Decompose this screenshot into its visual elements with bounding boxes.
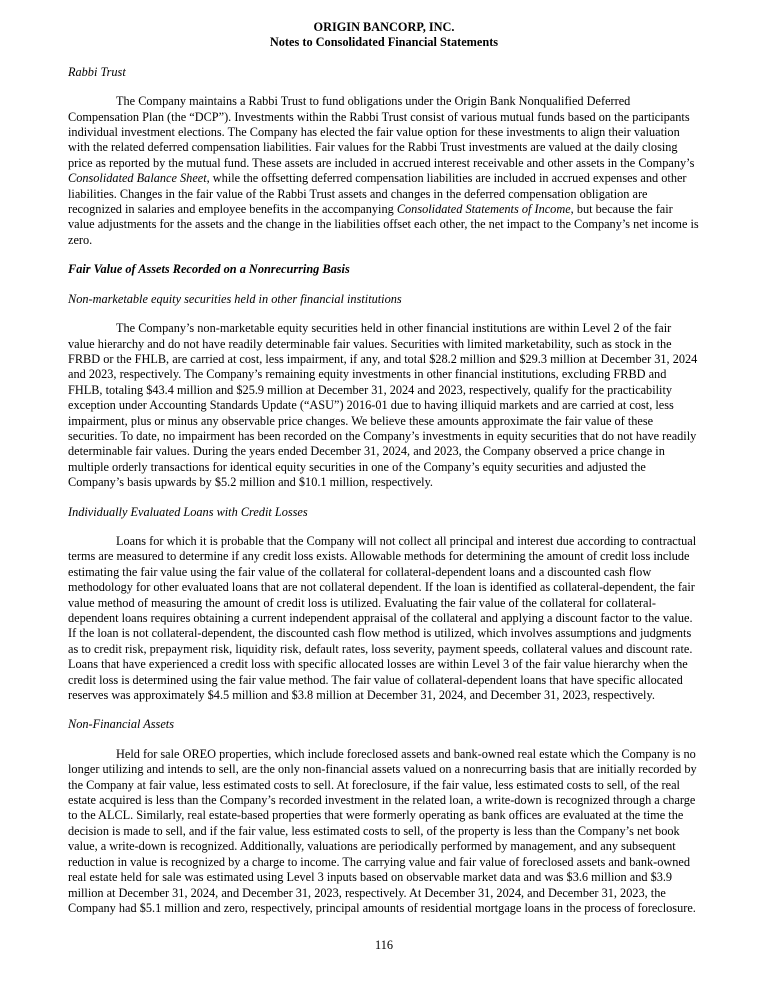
- document-subtitle: Notes to Consolidated Financial Statements: [269, 35, 499, 50]
- section-heading-fair-value-nonrecurring: Fair Value of Assets Recorded on a Nonrecurring Basis: [68, 262, 350, 277]
- section-heading-rabbi-trust: Rabbi Trust: [68, 64, 126, 79]
- document-header: [68, 20, 700, 51]
- paragraph-non-marketable-equity: The Company’s non-marketable equity securities held in other financial institutions are within Level 2 of the fair value hierarchy and do not have readily determinable fair values. Securities with limited marketability, such as stock in the FRBD or the FHLB, are carried at cost, less impairment, if any, and total $28.2 million and $29.3 million at December 31, 2024 and 2023, respectively. The Company’s remaining equity investments in other financial institutions, excluding FRBD and FHLB, totaling $43.4 million and $25.9 million at December 31, 2024 and 2023, respectively, qualify for the practicability exception under Accounting Standards Update (“ASU”) 2016-01 due to having illiquid markets and are carried at cost, less impairment, plus or minus any observable price changes. We believe these amounts approximate the fair value of these securities. To date, no impairment has been recorded on the Company’s investments in equity securities that do not have readily determinable fair values. During the years ended December 31, 2024, and 2023, the Company observed a price change in multiple orderly transactions for identical equity securities in one of the Company’s equity securities and adjusted the Company’s basis upwards by $5.2 million and $10.1 million, respectively.: [68, 321, 698, 490]
- company-name: ORIGIN BANCORP, INC.: [313, 20, 455, 34]
- subheading-non-financial-assets: Non-Financial Assets: [68, 717, 175, 732]
- paragraph-non-financial-assets: Held for sale OREO properties, which include foreclosed assets and bank-owned real estate which the Company is no longer utilizing and intends to sell, are the only non-financial assets valued on a nonrecurring basis that are initially recorded by the Company at fair value, less estimated costs to sell. At foreclosure, if the fair value, less estimated costs to sell, of the real estate acquired is less than the Company’s recorded investment in the related loan, a write-down is recognized through a charge to the ALCL. Similarly, real estate-based properties that were formerly operating as bank offices are evaluated at the time the decision is made to sell, and if the fair value, less estimated costs to sell, of the property is less than the Company’s net book value, a write-down is recognized. Additionally, valuations are periodically performed by management, and any subsequent reduction in value is recognized by a charge to income. The carrying value and fair value of foreclosed assets and bank-owned real estate held for sale was estimated using Level 3 inputs based on observable market data and was $3.6 million and $3.9 million at December 31, 2024, and December 31, 2023, respectively. At December 31, 2024, and December 31, 2023, the Company had $5.1 million and zero, respectively, principal amounts of residential mortgage loans in the process of foreclosure.: [68, 746, 697, 915]
- page-number: 116: [375, 937, 393, 952]
- subheading-non-marketable-equity: Non-marketable equity securities held in other financial institutions: [68, 291, 402, 306]
- subheading-individually-evaluated-loans: Individually Evaluated Loans with Credit Losses: [68, 504, 308, 519]
- paragraph-individually-evaluated-loans: Loans for which it is probable that the Company will not collect all principal and interest due according to contractual terms are measured to determine if any credit loss exists. Allowable methods for determining the amount of credit loss include estimating the fair value using the fair value of the collateral for collateral-dependent loans and a discounted cash flow methodology for other evaluated loans that are not collateral dependent. If the loan is identified as collateral-dependent, the fair value method of measuring the amount of credit loss is utilized. Evaluating the fair value of the collateral for collateral-dependent loans requires obtaining a current independent appraisal of the collateral and applying a discount factor to the value. If the loan is not collateral-dependent, the discounted cash flow method is utilized, which involves assumptions and judgments as to credit risk, prepayment risk, liquidity risk, default rates, loss severity, payment speeds, collateral values and discount rate. Loans that have experienced a credit loss with specific allocated losses are within Level 3 of the fair value hierarchy when the credit loss is determined using the fair value method. The fair value of collateral-dependent loans that have specific allocated reserves was approximately $4.5 million and $3.8 million at December 31, 2024, and December 31, 2023, respectively.: [68, 533, 697, 703]
- paragraph-rabbi-trust: The Company maintains a Rabbi Trust to fund obligations under the Origin Bank Nonqualified Deferred Compensation Plan (the “DCP”). Investments within the Rabbi Trust consist of various mutual funds based on the participants individual investment elections. The Company has elected the fair value option for these investments to align their valuation with the related deferred compensation liabilities. Fair values for the Rabbi Trust investments are valued at the daily closing price as reported by the mutual fund. These assets are included in accrued interest receivable and other assets in the Company’s Consolidated Balance Sheet, while the offsetting deferred compensation liabilities are included in accrued expenses and other liabilities. Changes in the fair value of the Rabbi Trust assets and changes in the deferred compensation obligation are recognized in salaries and employee benefits in the accompanying Consolidated Statements of Income, but because the fair value adjustments for the assets and the change in the liabilities offset each other, the net impact to the Company’s net income is zero.: [68, 94, 699, 247]
